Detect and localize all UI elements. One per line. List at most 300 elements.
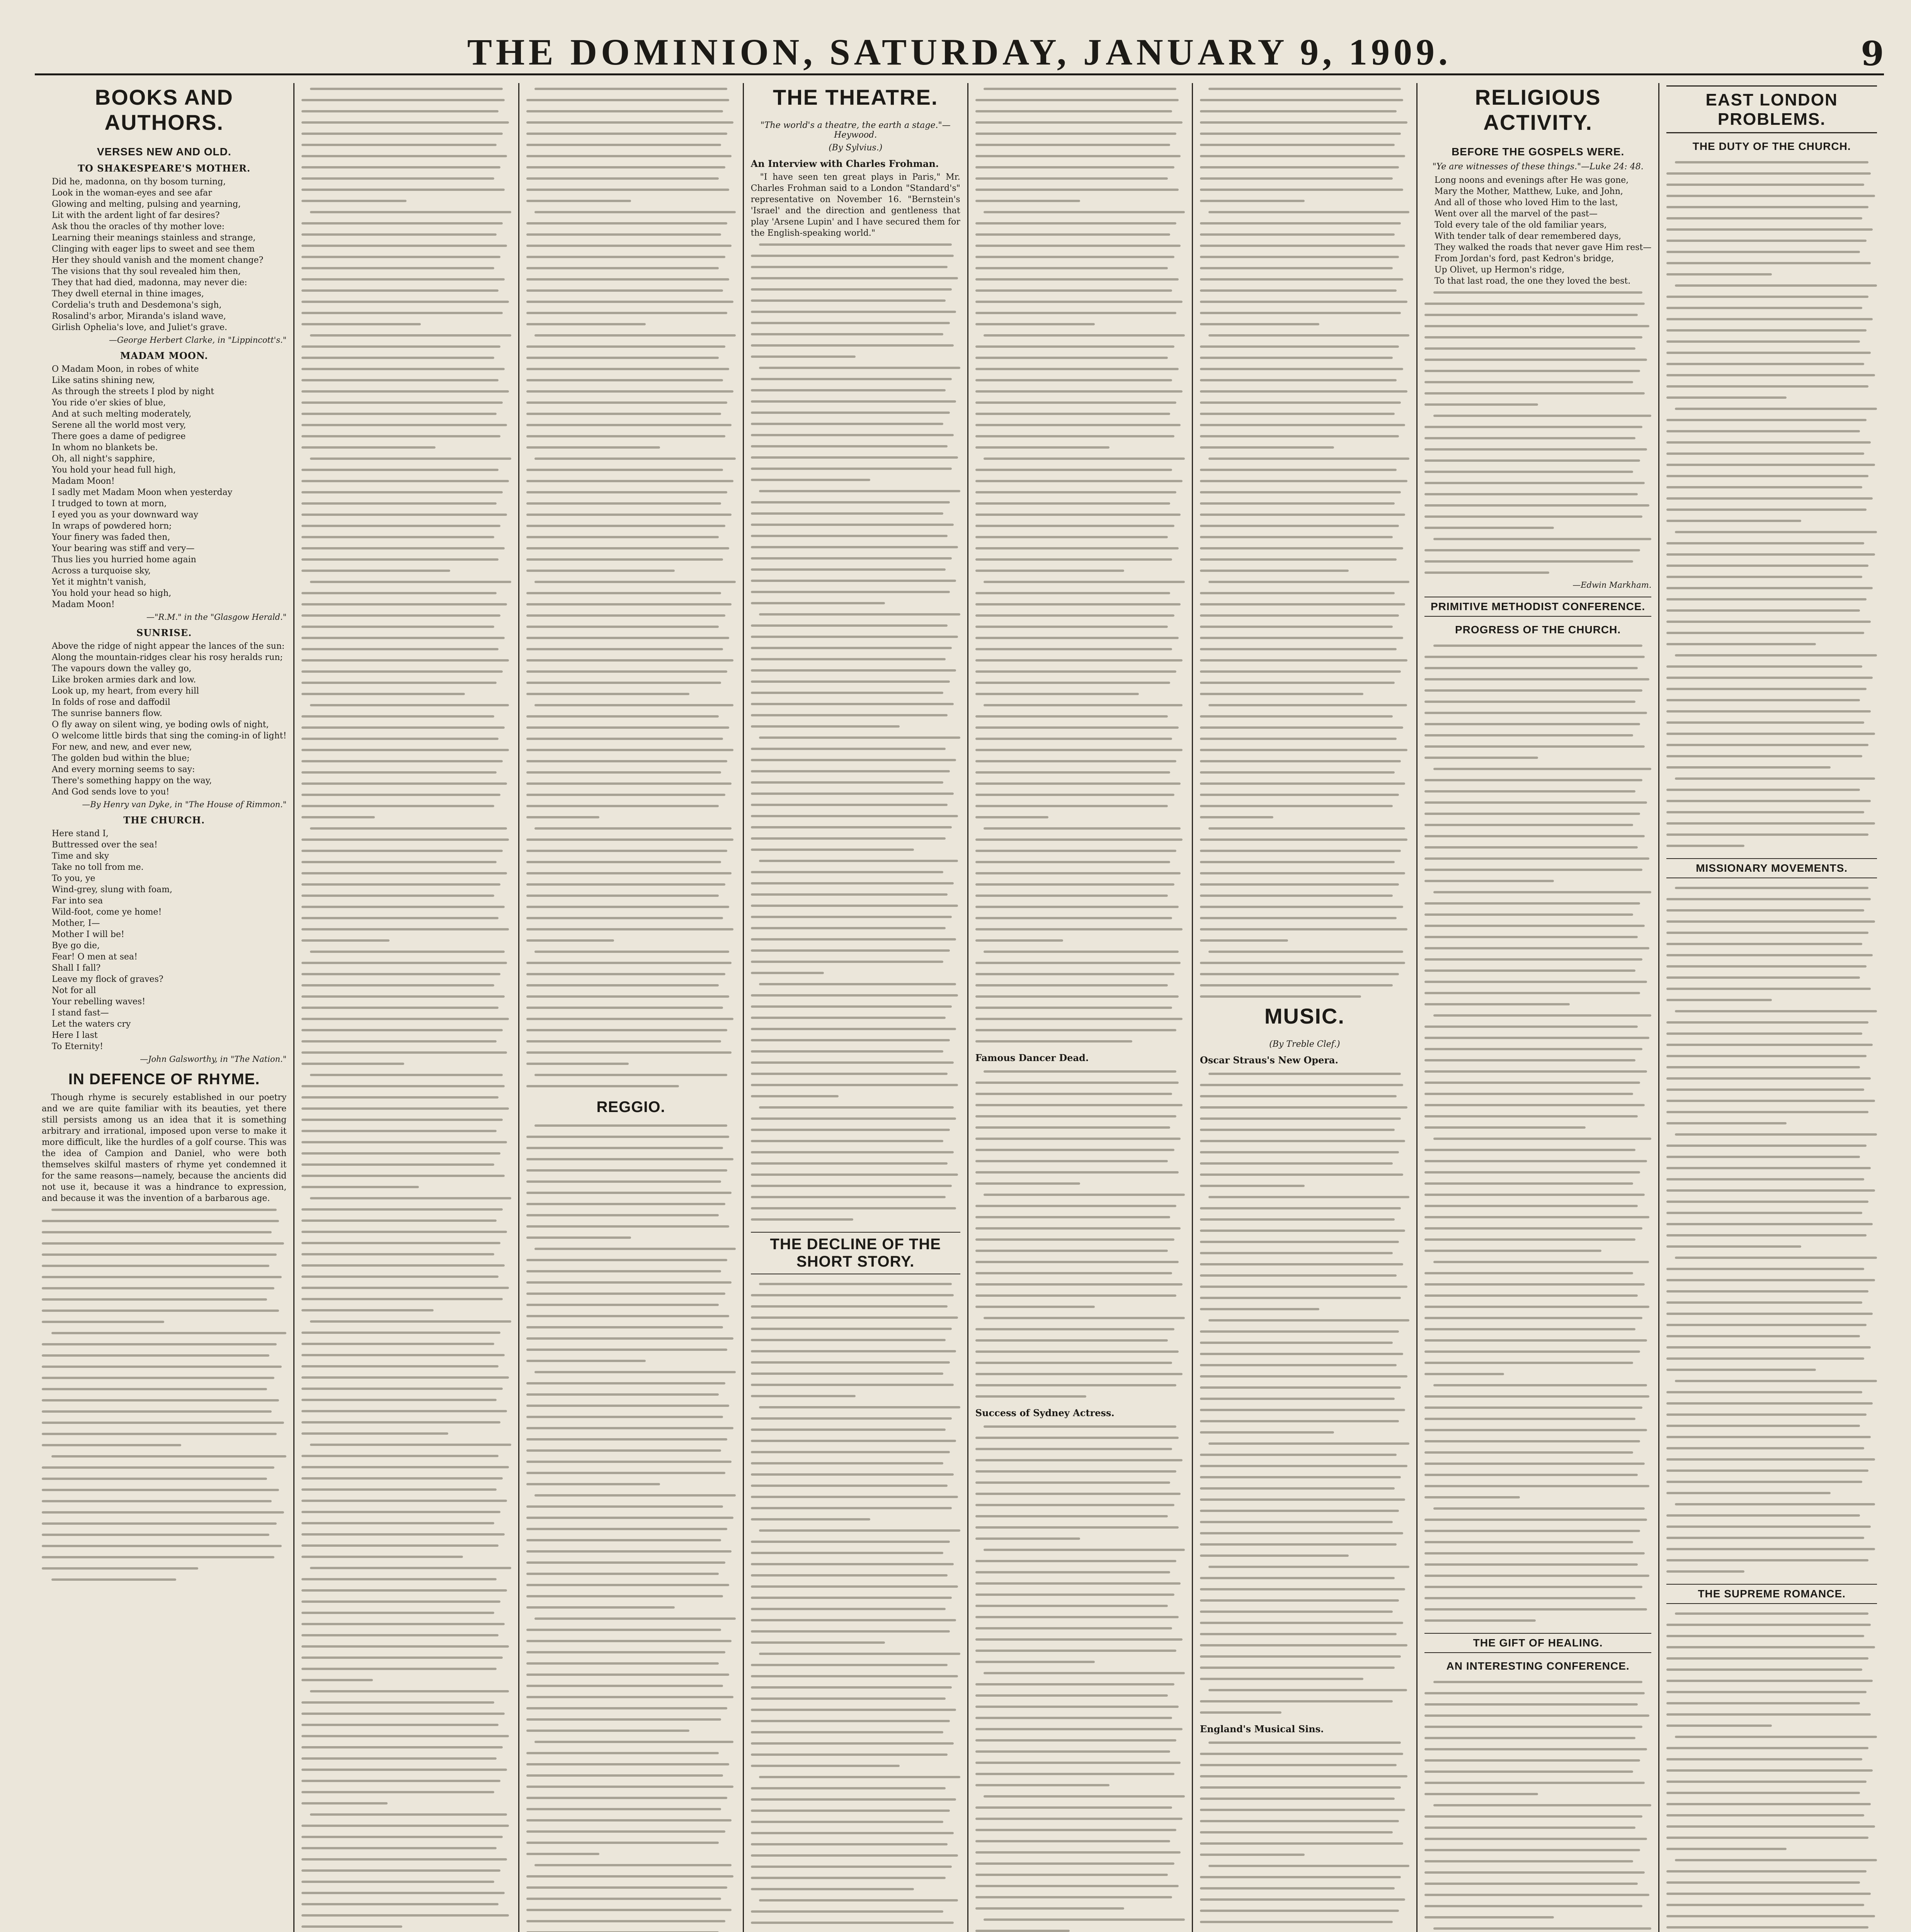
text-line bbox=[751, 1090, 960, 1102]
text-line bbox=[526, 1859, 736, 1871]
text-line bbox=[1424, 875, 1651, 886]
text-line bbox=[42, 1462, 286, 1473]
text-line bbox=[975, 733, 1185, 744]
text-line bbox=[42, 1361, 286, 1372]
text-line bbox=[526, 128, 736, 139]
text-line bbox=[1200, 531, 1409, 543]
text-line bbox=[975, 1443, 1185, 1454]
poem-line: Above the ridge of night appear the lances of the sun: bbox=[52, 641, 285, 651]
text-line bbox=[42, 1495, 286, 1507]
poem-line: Buttressed over the sea! bbox=[52, 840, 158, 850]
text-line bbox=[751, 295, 960, 306]
text-line bbox=[751, 497, 960, 508]
text-line bbox=[1666, 1207, 1877, 1218]
text-line bbox=[526, 1344, 736, 1355]
text-line bbox=[1200, 1315, 1409, 1326]
text-line bbox=[751, 1023, 960, 1034]
text-line bbox=[975, 867, 1185, 879]
text-line bbox=[526, 195, 736, 206]
text-line bbox=[1666, 1810, 1877, 1821]
text-line bbox=[1666, 515, 1877, 526]
text-line bbox=[1200, 173, 1409, 184]
text-line bbox=[1200, 105, 1409, 117]
poem-line: Here I last bbox=[52, 1031, 98, 1040]
poem-line: Not for all bbox=[52, 986, 96, 995]
text-line bbox=[301, 1854, 511, 1865]
text-line bbox=[526, 1120, 736, 1131]
poem-line: To you, ye bbox=[52, 874, 95, 883]
text-line bbox=[526, 666, 736, 677]
text-line bbox=[1666, 784, 1877, 795]
text-line bbox=[1200, 162, 1409, 173]
text-line bbox=[1424, 898, 1651, 909]
text-line bbox=[526, 1058, 736, 1069]
text-line bbox=[1666, 381, 1877, 392]
text-line bbox=[1666, 1753, 1877, 1765]
poem-line: Went over all the marvel of the past— bbox=[1434, 209, 1598, 219]
text-line bbox=[1200, 442, 1409, 453]
gospels-poem-epigraph: "Ye are witnesses of these things."—Luke 24: 48. bbox=[1432, 162, 1644, 172]
text-line bbox=[301, 1887, 511, 1898]
text-line bbox=[975, 587, 1185, 599]
text-line bbox=[301, 823, 511, 834]
text-line bbox=[751, 1592, 960, 1603]
text-line bbox=[301, 330, 511, 341]
text-line bbox=[1200, 823, 1409, 834]
text-line bbox=[1200, 1516, 1409, 1527]
text-line bbox=[751, 922, 960, 934]
poem-line: Yet it mightn't vanish, bbox=[52, 577, 146, 587]
text-line bbox=[42, 1574, 286, 1585]
text-line bbox=[1666, 1709, 1877, 1720]
text-line bbox=[975, 1858, 1185, 1869]
text-line bbox=[975, 1036, 1185, 1047]
text-line bbox=[301, 1047, 511, 1058]
text-line bbox=[526, 173, 736, 184]
text-line bbox=[526, 105, 736, 117]
text-line bbox=[1200, 397, 1409, 408]
text-line bbox=[751, 1124, 960, 1135]
page-number: 9 bbox=[1861, 34, 1884, 73]
text-line bbox=[526, 789, 736, 800]
text-line bbox=[526, 1187, 736, 1198]
text-line bbox=[1666, 806, 1877, 818]
text-line bbox=[1666, 470, 1877, 481]
text-line bbox=[975, 991, 1185, 1002]
poem-line: Across a turquoise sky, bbox=[52, 566, 151, 576]
text-line bbox=[1666, 1821, 1877, 1832]
text-line bbox=[751, 1816, 960, 1827]
text-line bbox=[751, 306, 960, 317]
poem-line: Like satins shining new, bbox=[52, 376, 155, 385]
poem-list bbox=[42, 163, 286, 1064]
text-line bbox=[301, 274, 511, 285]
text-line bbox=[975, 722, 1185, 733]
text-line bbox=[975, 1723, 1185, 1735]
text-line bbox=[301, 1562, 511, 1573]
church-duty-heading: THE DUTY OF THE CHURCH. bbox=[1692, 140, 1851, 152]
text-line bbox=[975, 173, 1185, 184]
text-line bbox=[751, 362, 960, 373]
poem-line: And every morning seems to say: bbox=[52, 765, 195, 774]
poem-line: Told every tale of the old familiar years, bbox=[1434, 220, 1607, 230]
text-line bbox=[1666, 1910, 1877, 1922]
text-line bbox=[1200, 1572, 1409, 1583]
music-section-title: MUSIC. bbox=[1264, 1004, 1345, 1028]
text-line bbox=[1200, 1894, 1409, 1905]
text-line bbox=[975, 1735, 1185, 1746]
text-line bbox=[526, 397, 736, 408]
text-line bbox=[526, 486, 736, 498]
text-line bbox=[301, 1327, 511, 1338]
text-line bbox=[751, 1180, 960, 1191]
text-line bbox=[1424, 1122, 1651, 1133]
poem-line: Rosalind's arbor, Miranda's island wave, bbox=[52, 311, 226, 321]
text-line bbox=[1200, 218, 1409, 229]
text-line bbox=[526, 1613, 736, 1624]
text-line bbox=[1200, 139, 1409, 150]
text-line bbox=[751, 1670, 960, 1682]
text-line bbox=[301, 1786, 511, 1798]
text-line bbox=[526, 991, 736, 1002]
text-line bbox=[1200, 946, 1409, 957]
text-line bbox=[1424, 931, 1651, 942]
text-line bbox=[301, 856, 511, 867]
text-line bbox=[1200, 1583, 1409, 1595]
text-line bbox=[301, 1417, 511, 1428]
text-line bbox=[975, 251, 1185, 262]
poem-body bbox=[42, 828, 286, 1052]
text-line bbox=[1424, 1900, 1651, 1912]
text-line bbox=[1200, 1838, 1409, 1849]
text-line bbox=[301, 1248, 511, 1260]
poem-line: Shall I fall? bbox=[52, 963, 101, 973]
text-line bbox=[526, 1904, 736, 1915]
text-line bbox=[301, 218, 511, 229]
text-line bbox=[751, 967, 960, 978]
text-line bbox=[526, 1013, 736, 1024]
text-line bbox=[1666, 638, 1877, 650]
text-line bbox=[1200, 1415, 1409, 1427]
text-line bbox=[1666, 916, 1877, 927]
text-line bbox=[1200, 262, 1409, 274]
poem-line: I stand fast— bbox=[52, 1008, 109, 1018]
text-line bbox=[975, 1925, 1185, 1932]
text-line bbox=[1424, 544, 1651, 556]
text-line bbox=[751, 754, 960, 765]
text-line bbox=[751, 833, 960, 844]
text-line bbox=[1200, 1737, 1409, 1748]
text-line bbox=[1424, 1200, 1651, 1211]
text-line bbox=[1424, 1581, 1651, 1592]
text-line bbox=[975, 677, 1185, 688]
text-line bbox=[1666, 983, 1877, 994]
text-line bbox=[1666, 994, 1877, 1005]
text-line bbox=[1200, 509, 1409, 520]
text-line bbox=[526, 464, 736, 475]
text-line bbox=[751, 777, 960, 788]
poem-line: Mary the Mother, Matthew, Luke, and John, bbox=[1434, 187, 1623, 196]
text-line bbox=[1424, 1010, 1651, 1021]
text-line bbox=[301, 610, 511, 621]
text-line bbox=[1666, 1409, 1877, 1420]
text-line bbox=[1424, 1777, 1651, 1788]
text-line bbox=[526, 184, 736, 195]
text-line bbox=[751, 900, 960, 911]
text-line bbox=[975, 486, 1185, 498]
text-line bbox=[1200, 1793, 1409, 1804]
text-line bbox=[975, 307, 1185, 318]
text-line bbox=[1200, 1113, 1409, 1124]
poem-line: I trudged to town at morn, bbox=[52, 499, 167, 509]
poem-line: And at such melting moderately, bbox=[52, 409, 192, 419]
text-line bbox=[526, 296, 736, 307]
text-line bbox=[975, 1267, 1185, 1279]
text-line bbox=[1666, 1641, 1877, 1653]
text-line bbox=[1666, 459, 1877, 470]
text-line bbox=[1200, 274, 1409, 285]
text-line bbox=[1424, 1178, 1651, 1189]
poem-line: O Madam Moon, in robes of white bbox=[52, 364, 199, 374]
text-line bbox=[301, 442, 511, 453]
text-line bbox=[301, 1304, 511, 1316]
religious-section-title: RELIGIOUS ACTIVITY. bbox=[1475, 85, 1601, 134]
text-line bbox=[751, 1368, 960, 1379]
text-line bbox=[526, 363, 736, 374]
text-line bbox=[1424, 354, 1651, 365]
text-line bbox=[1424, 819, 1651, 830]
text-line bbox=[975, 1200, 1185, 1211]
text-line bbox=[301, 688, 511, 699]
text-line bbox=[1200, 1102, 1409, 1113]
text-line bbox=[975, 419, 1185, 430]
text-line bbox=[526, 1209, 736, 1221]
text-line bbox=[1424, 1536, 1651, 1548]
text-line bbox=[1666, 1454, 1877, 1465]
text-line bbox=[975, 599, 1185, 610]
text-line bbox=[301, 318, 511, 330]
poem-line: Look in the woman-eyes and see afar bbox=[52, 188, 212, 198]
text-line bbox=[526, 1702, 736, 1714]
frohman-interview-text bbox=[751, 239, 960, 1225]
text-line bbox=[526, 1265, 736, 1277]
text-line bbox=[301, 1663, 511, 1674]
text-line bbox=[1424, 332, 1651, 343]
text-line bbox=[1200, 486, 1409, 498]
text-line bbox=[526, 139, 736, 150]
text-line bbox=[751, 1659, 960, 1670]
text-line bbox=[975, 1477, 1185, 1488]
text-line bbox=[1424, 1223, 1651, 1234]
text-line bbox=[975, 1824, 1185, 1835]
text-line bbox=[1424, 1323, 1651, 1335]
column-books-poems bbox=[35, 83, 294, 1932]
text-line bbox=[1200, 778, 1409, 789]
text-line bbox=[1424, 1676, 1651, 1687]
text-line bbox=[751, 564, 960, 575]
text-line bbox=[975, 1544, 1185, 1555]
text-line bbox=[1666, 1465, 1877, 1476]
text-line bbox=[301, 464, 511, 475]
text-line bbox=[1666, 1686, 1877, 1697]
text-line bbox=[975, 901, 1185, 912]
text-line bbox=[526, 1131, 736, 1142]
text-line bbox=[526, 1400, 736, 1411]
text-line bbox=[751, 396, 960, 407]
text-line bbox=[1424, 343, 1651, 354]
text-line bbox=[751, 821, 960, 833]
text-line bbox=[975, 1634, 1185, 1645]
text-line bbox=[301, 655, 511, 666]
text-line bbox=[1200, 610, 1409, 621]
text-line bbox=[975, 1779, 1185, 1791]
text-line bbox=[975, 195, 1185, 206]
text-line bbox=[1200, 1707, 1409, 1718]
poem-line: Time and sky bbox=[52, 851, 109, 861]
text-line bbox=[975, 789, 1185, 800]
poem-title: THE CHURCH. bbox=[123, 815, 205, 826]
text-line bbox=[1200, 1146, 1409, 1158]
text-line bbox=[1200, 587, 1409, 599]
text-line bbox=[301, 374, 511, 386]
poem-body bbox=[42, 364, 286, 610]
text-line bbox=[301, 1842, 511, 1854]
text-line bbox=[975, 453, 1185, 464]
text-line bbox=[1666, 493, 1877, 504]
text-line bbox=[975, 262, 1185, 274]
text-line bbox=[301, 173, 511, 184]
text-line bbox=[975, 1111, 1185, 1122]
text-line bbox=[1200, 1916, 1409, 1927]
text-line bbox=[975, 464, 1185, 475]
text-line bbox=[975, 83, 1185, 94]
text-line bbox=[751, 990, 960, 1001]
text-line bbox=[1424, 920, 1651, 931]
text-line bbox=[751, 855, 960, 866]
text-line bbox=[1424, 1912, 1651, 1923]
text-line bbox=[751, 418, 960, 429]
text-line bbox=[1666, 1106, 1877, 1117]
text-line bbox=[301, 912, 511, 923]
text-line bbox=[1200, 789, 1409, 800]
text-line bbox=[301, 1495, 511, 1506]
text-line bbox=[1666, 1476, 1877, 1487]
text-line bbox=[1666, 594, 1877, 605]
text-line bbox=[975, 1903, 1185, 1914]
text-line bbox=[1200, 923, 1409, 935]
text-line bbox=[301, 486, 511, 498]
text-line bbox=[975, 1835, 1185, 1847]
text-line bbox=[526, 1747, 736, 1759]
text-line bbox=[751, 1379, 960, 1390]
text-line bbox=[751, 844, 960, 855]
text-line bbox=[1424, 651, 1651, 662]
text-line bbox=[526, 1568, 736, 1579]
poem-attribution: —By Henry van Dyke, in "The House of Rimmon." bbox=[82, 800, 287, 809]
text-line bbox=[1666, 1888, 1877, 1899]
text-line bbox=[526, 1378, 736, 1389]
text-line bbox=[301, 1876, 511, 1887]
text-line bbox=[1424, 1155, 1651, 1167]
text-line bbox=[751, 1794, 960, 1805]
text-line bbox=[526, 800, 736, 811]
text-line bbox=[975, 274, 1185, 285]
text-line bbox=[301, 1831, 511, 1842]
text-line bbox=[301, 1114, 511, 1125]
text-line bbox=[751, 452, 960, 463]
column-religious bbox=[1418, 83, 1659, 1932]
text-line bbox=[301, 531, 511, 543]
text-line bbox=[301, 767, 511, 778]
text-line bbox=[1424, 511, 1651, 522]
text-line bbox=[526, 1736, 736, 1747]
text-line bbox=[42, 1238, 286, 1249]
text-line bbox=[1424, 455, 1651, 466]
text-line bbox=[1666, 1342, 1877, 1353]
text-line bbox=[301, 139, 511, 150]
text-line bbox=[301, 229, 511, 240]
text-line bbox=[1200, 352, 1409, 363]
text-line bbox=[1424, 696, 1651, 707]
text-line bbox=[301, 699, 511, 711]
text-line bbox=[975, 1066, 1185, 1077]
text-line bbox=[1200, 1673, 1409, 1684]
text-line bbox=[526, 419, 736, 430]
text-line bbox=[1200, 554, 1409, 565]
romance-heading: THE SUPREME ROMANCE. bbox=[1666, 1584, 1877, 1604]
text-line bbox=[301, 94, 511, 105]
text-line bbox=[1200, 419, 1409, 430]
text-line bbox=[975, 240, 1185, 251]
text-line bbox=[1666, 1653, 1877, 1664]
text-line bbox=[301, 1002, 511, 1013]
text-line bbox=[975, 1223, 1185, 1234]
poem-line: There's something happy on the way, bbox=[52, 776, 212, 786]
text-line bbox=[975, 778, 1185, 789]
text-line bbox=[526, 554, 736, 565]
text-line bbox=[301, 554, 511, 565]
text-line bbox=[301, 1573, 511, 1585]
text-line bbox=[1666, 414, 1877, 425]
text-line bbox=[975, 1290, 1185, 1301]
theatre-gossip-text bbox=[1200, 83, 1409, 1002]
text-line bbox=[42, 1215, 286, 1226]
text-line bbox=[1200, 1068, 1409, 1079]
text-line bbox=[751, 1135, 960, 1146]
text-line bbox=[1666, 762, 1877, 773]
poem-line: Long noons and evenings after He was gone, bbox=[1434, 175, 1629, 185]
text-line bbox=[1666, 1286, 1877, 1297]
text-line bbox=[1424, 1458, 1651, 1469]
text-line bbox=[1424, 1413, 1651, 1424]
methodist-heading: PRIMITIVE METHODIST CONFERENCE. bbox=[1424, 597, 1651, 617]
text-line bbox=[1666, 168, 1877, 179]
poem-body bbox=[42, 641, 286, 798]
text-line bbox=[1666, 1162, 1877, 1173]
text-line bbox=[301, 1820, 511, 1831]
text-line bbox=[1424, 786, 1651, 797]
text-line bbox=[526, 565, 736, 576]
text-line bbox=[1666, 1832, 1877, 1843]
text-line bbox=[1424, 1755, 1651, 1766]
text-line bbox=[301, 1652, 511, 1663]
poem-line: Learning their meanings stainless and strange, bbox=[52, 233, 256, 243]
text-line bbox=[975, 767, 1185, 778]
text-line bbox=[1424, 298, 1651, 309]
text-line bbox=[751, 743, 960, 754]
text-line bbox=[526, 408, 736, 419]
text-line bbox=[751, 1158, 960, 1169]
